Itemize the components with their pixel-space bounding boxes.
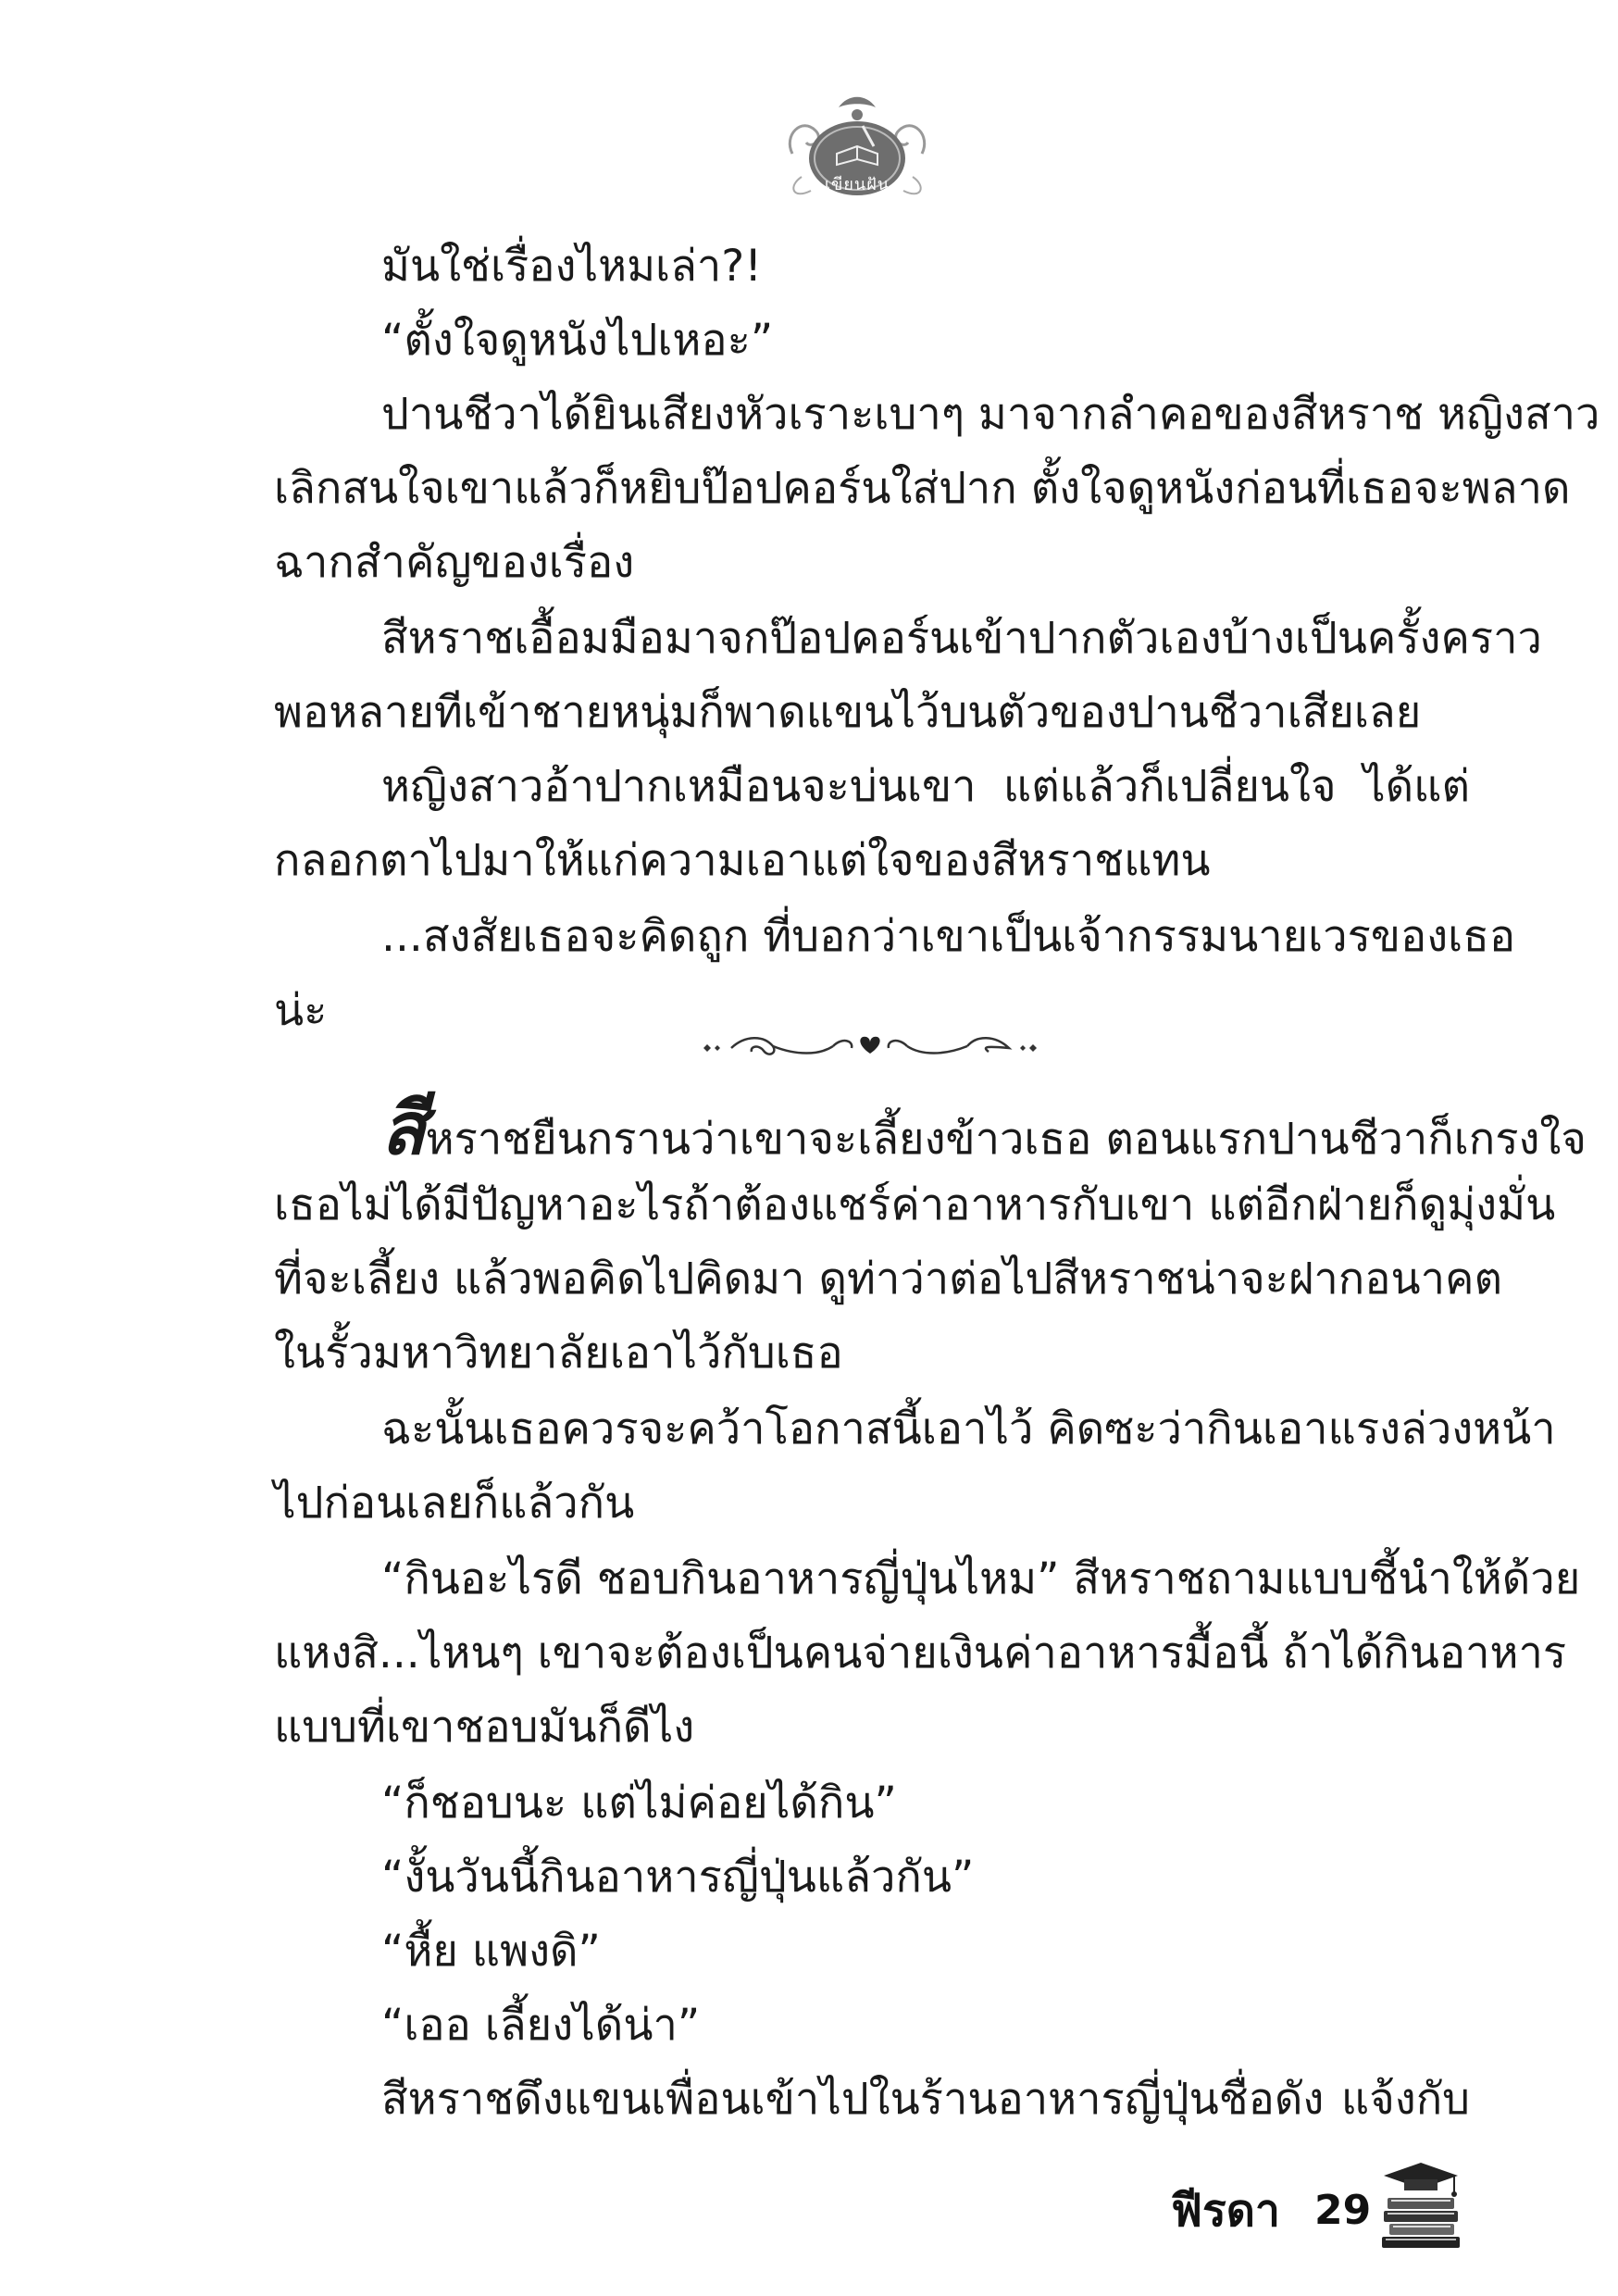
text-line [381, 1087, 1587, 1171]
text-line: แหงสิ...ไหนๆ เขาจะต้องเป็นคนจ่ายเงินค่าอาหารมื้อนี้ ถ้าได้กินอาหาร [274, 1628, 1567, 1678]
heart-ornament-icon [694, 1028, 1046, 1065]
text-line: “ก็ชอบนะ แต่ไม่ค่อยได้กิน” [381, 1778, 897, 1828]
drop-cap: สี [381, 1087, 426, 1171]
text-line: “เออ เลี้ยงได้น่า” [381, 2000, 701, 2051]
text-line: ที่จะเลี้ยง แล้วพอคิดไปคิดมา ดูท่าว่าต่อไปสีหราชน่าจะฝากอนาคต [274, 1254, 1502, 1304]
text-line: พอหลายทีเข้าชายหนุ่มก็พาดแขนไว้บนตัวของปานชีวาเสียเลย [274, 687, 1422, 738]
text-line: เลิกสนใจเขาแล้วก็หยิบป๊อปคอร์นใส่ปาก ตั้งใจดูหนังก่อนที่เธอจะพลาด [274, 463, 1571, 514]
text-line: สีหราชดึงแขนเพื่อนเข้าไปในร้านอาหารญี่ปุ่นชื่อดัง แจ้งกับ [381, 2074, 1470, 2125]
text-line: ในรั้วมหาวิทยาลัยเอาไว้กับเธอ [274, 1328, 843, 1379]
text-line: มันใช่เรื่องไหมเล่า?! [381, 241, 763, 292]
page-number: 29 [1314, 2187, 1372, 2234]
header-logo [774, 89, 940, 209]
text-line: แบบที่เขาชอบมันก็ดีไง [274, 1702, 695, 1753]
text-line: ฉากสำคัญของเรื่อง [274, 537, 635, 588]
footer-emblem [1375, 2157, 1467, 2250]
text-line: “กินอะไรดี ชอบกินอาหารญี่ปุ่นไหม” สีหราชถามแบบชี้นำให้ด้วย [381, 1554, 1581, 1604]
text-line: ไปก่อนเลยก็แล้วกัน [274, 1478, 635, 1529]
text-line: สีหราชเอื้อมมือมาจกป๊อปคอร์นเข้าปากตัวเองบ้างเป็นครั้งคราว [381, 613, 1542, 664]
text-line: น่ะ [274, 985, 328, 1036]
text-line: “งั้นวันนี้กินอาหารญี่ปุ่นแล้วกัน” [381, 1852, 975, 1903]
text-line: “ตั้งใจดูหนังไปเหอะ” [381, 315, 774, 366]
text-line: เธอไม่ได้มีปัญหาอะไรถ้าต้องแชร์ค่าอาหารกับเขา แต่อีกฝ่ายก็ดูมุ่งมั่น [274, 1179, 1556, 1230]
books-graduation-cap-icon [1375, 2157, 1467, 2250]
text-line: หญิงสาวอ้าปากเหมือนจะบ่นเขา แต่แล้วก็เปลี่ยนใจ ได้แต่ [381, 761, 1470, 812]
text-line: ...สงสัยเธอจะคิดถูก ที่บอกว่าเขาเป็นเจ้ากรรมนายเวรของเธอ [381, 911, 1516, 962]
text-run: หราชยืนกรานว่าเขาจะเลี้ยงข้าวเธอ ตอนแรกปานชีวาก็เกรงใจ [425, 1114, 1587, 1165]
text-line: “หื้ย แพงดิ” [381, 1926, 601, 1977]
text-line: กลอกตาไปมาให้แก่ความเอาแต่ใจของสีหราชแทน [274, 835, 1211, 886]
logo-text: เขียนฝัน [824, 175, 890, 194]
section-divider [694, 1028, 1046, 1065]
text-line: ปานชีวาได้ยินเสียงหัวเราะเบาๆ มาจากลำคอของสีหราช หญิงสาว [381, 389, 1600, 440]
footer-author: ฟีรดา [1171, 2185, 1280, 2237]
text-line: ฉะนั้นเธอควรจะคว้าโอกาสนี้เอาไว้ คิดซะว่ากินเอาแรงล่วงหน้า [381, 1404, 1556, 1454]
